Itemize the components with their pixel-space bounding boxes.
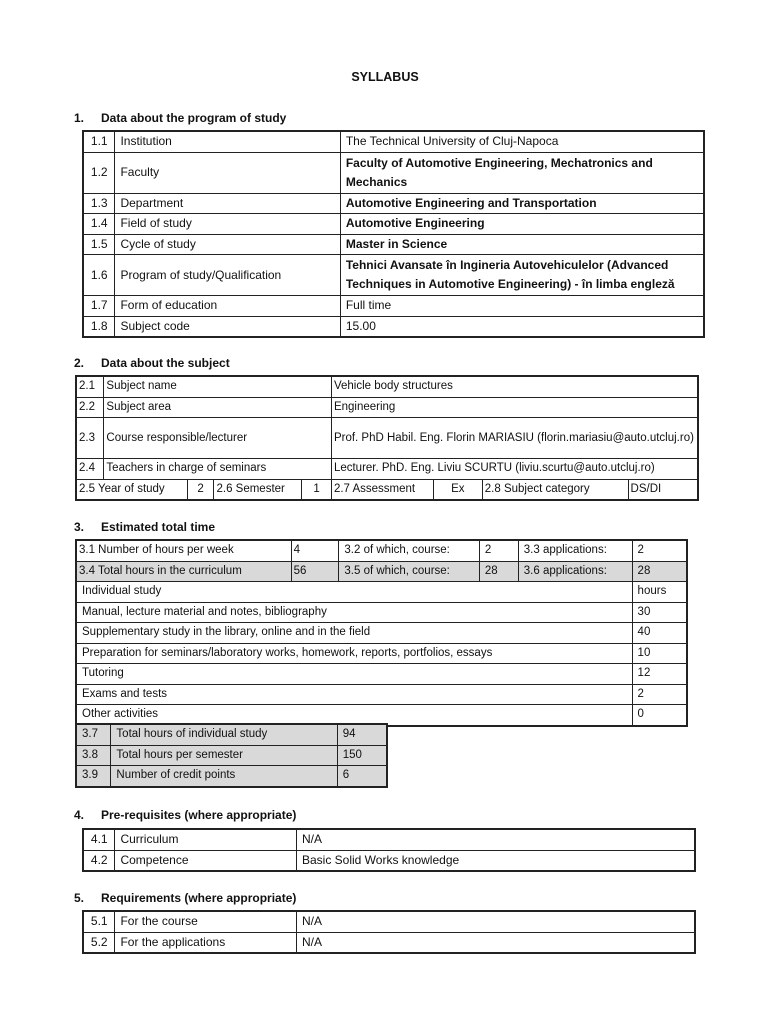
table-row	[76, 479, 698, 500]
table-row	[76, 745, 387, 766]
row-number: 1.6	[83, 255, 115, 296]
section-1-heading	[74, 111, 286, 125]
table-row	[83, 911, 695, 932]
row-number: 5.2	[83, 932, 115, 953]
subject-category-value: DS/DI	[628, 479, 698, 500]
table-row	[83, 932, 695, 953]
total-course-label: 3.5 of which, course:	[339, 561, 479, 582]
section-3-number: 3.	[74, 520, 85, 534]
hours-per-week-label: 3.1 Number of hours per week	[76, 540, 291, 561]
table-row	[83, 152, 704, 193]
section-1-number: 1.	[74, 111, 85, 125]
row-label: Cycle of study	[115, 234, 340, 255]
row-number: 1.7	[83, 296, 115, 317]
row-value: Engineering	[331, 397, 698, 418]
prerequisites-table	[82, 828, 696, 872]
study-item-value: 40	[632, 623, 687, 644]
study-item-label: Supplementary study in the library, online and in the field	[76, 623, 632, 644]
row-number: 4.1	[83, 829, 115, 850]
weekly-applications-value: 2	[632, 540, 687, 561]
row-value: N/A	[296, 829, 695, 850]
row-number: 1.4	[83, 214, 115, 235]
section-4-title: Pre-requisites (where appropriate)	[101, 808, 297, 822]
table-row	[76, 684, 687, 705]
row-label: Course responsible/lecturer	[104, 418, 332, 459]
semester-label: 2.6 Semester	[214, 479, 302, 500]
study-item-value: 10	[632, 643, 687, 664]
row-number: 1.1	[83, 131, 115, 152]
row-value: N/A	[297, 932, 695, 953]
table-row	[83, 850, 695, 871]
row-value: Prof. PhD Habil. Eng. Florin MARIASIU (florin.mariasiu@auto.utcluj.ro)	[331, 418, 698, 459]
semester-value: 1	[302, 479, 332, 500]
row-number: 1.2	[83, 152, 115, 193]
study-item-label: Other activities	[76, 705, 632, 726]
document-title: SYLLABUS	[351, 70, 419, 84]
table-row	[76, 623, 687, 644]
row-label: Department	[115, 193, 340, 214]
row-value: 15.00	[340, 316, 704, 337]
total-curriculum-hours-label: 3.4 Total hours in the curriculum	[76, 561, 291, 582]
table-row	[76, 561, 687, 582]
hours-per-week-value: 4	[291, 540, 339, 561]
table-row	[83, 255, 704, 296]
row-value: Master in Science	[340, 234, 704, 255]
row-value: Faculty of Automotive Engineering, Mechatronics and Mechanics	[340, 152, 704, 193]
table-row	[76, 376, 698, 397]
row-label: Curriculum	[115, 829, 297, 850]
requirements-table	[82, 910, 696, 954]
section-3-title: Estimated total time	[101, 520, 216, 534]
table-row	[83, 829, 695, 850]
section-5-number: 5.	[74, 891, 85, 905]
section-2-heading	[74, 356, 230, 370]
row-value: Full time	[340, 296, 704, 317]
table-row	[76, 582, 687, 603]
subject-category-label: 2.8 Subject category	[482, 479, 628, 500]
row-label: Form of education	[115, 296, 340, 317]
table-row	[76, 766, 387, 787]
row-number: 4.2	[83, 850, 115, 871]
total-label: Total hours of individual study	[111, 724, 337, 745]
table-row	[83, 296, 704, 317]
program-table	[82, 130, 705, 338]
study-item-label: Tutoring	[76, 664, 632, 685]
total-label: Number of credit points	[111, 766, 337, 787]
section-4-heading	[74, 808, 296, 822]
total-curriculum-hours-value: 56	[291, 561, 339, 582]
row-label: Teachers in charge of seminars	[104, 459, 332, 480]
row-number: 5.1	[83, 911, 115, 932]
table-row	[83, 316, 704, 337]
row-value: The Technical University of Cluj-Napoca	[340, 131, 704, 152]
total-course-value: 28	[479, 561, 518, 582]
section-1-title: Data about the program of study	[101, 111, 287, 125]
row-label: Faculty	[115, 152, 340, 193]
table-row	[76, 724, 387, 745]
row-value: Automotive Engineering	[340, 214, 704, 235]
row-number: 1.3	[83, 193, 115, 214]
section-2-number: 2.	[74, 356, 85, 370]
weekly-course-label: 3.2 of which, course:	[339, 540, 479, 561]
section-3-heading	[74, 520, 215, 534]
year-of-study-label: 2.5 Year of study	[76, 479, 187, 500]
total-number: 3.8	[76, 745, 111, 766]
table-row	[76, 540, 687, 561]
row-label: Program of study/Qualification	[115, 255, 340, 296]
table-row	[76, 643, 687, 664]
table-row	[76, 664, 687, 685]
total-value: 150	[337, 745, 387, 766]
row-value: Vehicle body structures	[331, 376, 698, 397]
total-number: 3.7	[76, 724, 111, 745]
row-number: 1.8	[83, 316, 115, 337]
table-row	[83, 131, 704, 152]
totals-table	[75, 723, 388, 788]
row-value: Tehnici Avansate în Ingineria Autovehiculelor (Advanced Techniques in Automotive Engineering) - în limba engleză	[340, 255, 704, 296]
row-number: 2.3	[76, 418, 104, 459]
row-value: Basic Solid Works knowledge	[296, 850, 695, 871]
study-item-label: Exams and tests	[76, 684, 632, 705]
row-label: Subject code	[115, 316, 340, 337]
row-number: 1.5	[83, 234, 115, 255]
hours-header: hours	[632, 582, 687, 603]
row-value: Lecturer. PhD. Eng. Liviu SCURTU (liviu.scurtu@auto.utcluj.ro)	[331, 459, 698, 480]
table-row	[76, 602, 687, 623]
row-label: Field of study	[115, 214, 340, 235]
row-label: Subject area	[104, 397, 332, 418]
table-row	[83, 234, 704, 255]
row-label: Subject name	[104, 376, 332, 397]
time-table	[75, 539, 688, 727]
year-of-study-value: 2	[187, 479, 214, 500]
row-number: 2.2	[76, 397, 104, 418]
total-applications-label: 3.6 applications:	[518, 561, 632, 582]
study-item-value: 2	[632, 684, 687, 705]
row-value: Automotive Engineering and Transportation	[340, 193, 704, 214]
row-number: 2.1	[76, 376, 104, 397]
study-item-value: 12	[632, 664, 687, 685]
row-number: 2.4	[76, 459, 104, 480]
study-item-label: Preparation for seminars/laboratory works, homework, reports, portfolios, essays	[76, 643, 632, 664]
table-row	[76, 418, 698, 459]
section-5-title: Requirements (where appropriate)	[101, 891, 297, 905]
section-5-heading	[74, 891, 296, 905]
assessment-value: Ex	[433, 479, 482, 500]
table-row	[76, 397, 698, 418]
table-row	[83, 214, 704, 235]
total-label: Total hours per semester	[111, 745, 337, 766]
section-2-title: Data about the subject	[101, 356, 230, 370]
total-value: 6	[337, 766, 387, 787]
table-row	[83, 193, 704, 214]
weekly-course-value: 2	[479, 540, 518, 561]
subject-table	[75, 375, 699, 501]
study-item-value: 0	[632, 705, 687, 726]
section-4-number: 4.	[74, 808, 85, 822]
row-label: Competence	[115, 850, 297, 871]
individual-study-label: Individual study	[76, 582, 632, 603]
total-applications-value: 28	[632, 561, 687, 582]
study-item-value: 30	[632, 602, 687, 623]
row-label: For the course	[115, 911, 297, 932]
table-row	[76, 459, 698, 480]
total-value: 94	[337, 724, 387, 745]
row-label: Institution	[115, 131, 340, 152]
total-number: 3.9	[76, 766, 111, 787]
assessment-label: 2.7 Assessment	[331, 479, 433, 500]
row-label: For the applications	[115, 932, 297, 953]
study-item-label: Manual, lecture material and notes, bibliography	[76, 602, 632, 623]
row-value: N/A	[297, 911, 695, 932]
weekly-applications-label: 3.3 applications:	[518, 540, 632, 561]
